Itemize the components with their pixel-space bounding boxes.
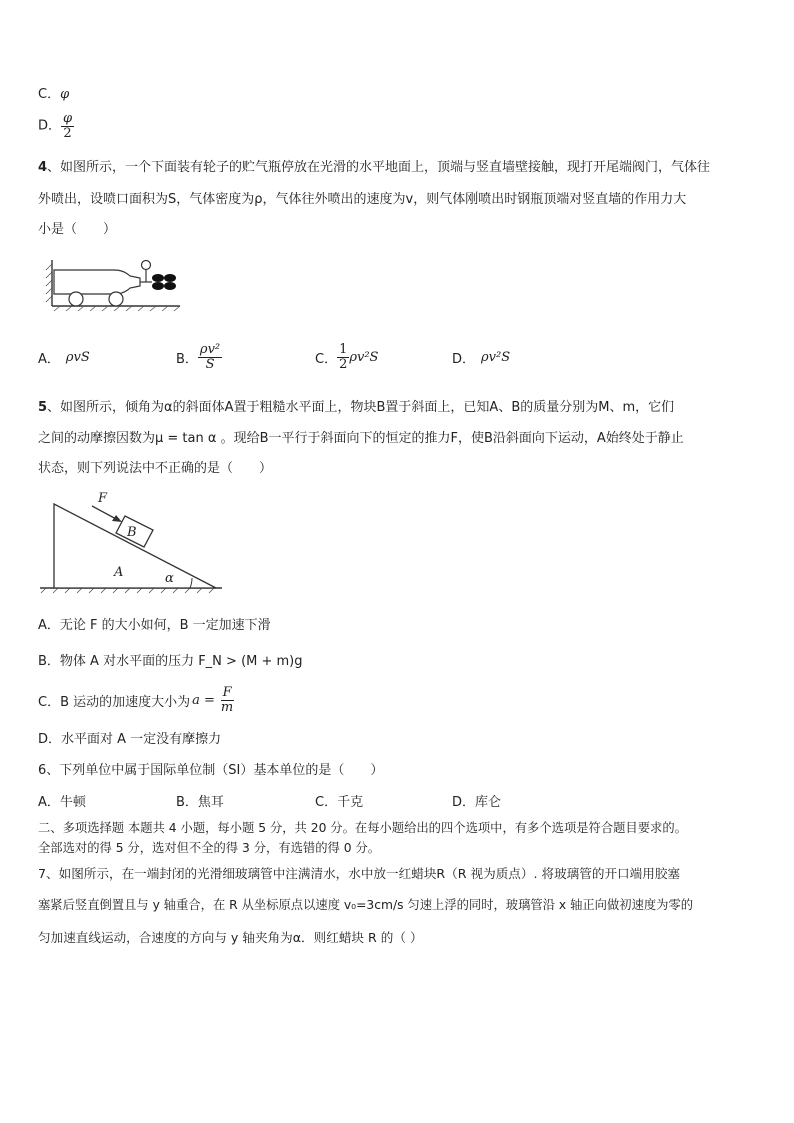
q5-figure-label-f: F	[98, 491, 108, 506]
q7-stem-line-3: 匀加速直线运动，合速度的方向与 y 轴夹角为α．则红蜡块 R 的（ ）	[38, 930, 423, 945]
q4-stem-line-2: 外喷出，设喷口面积为S，气体密度为ρ，气体往外喷出的速度为v，则气体刚喷出时钢瓶顶端对竖直墙的作用力大	[38, 192, 687, 207]
q5-incline-figure	[36, 490, 226, 594]
q4-gas-cylinder-figure	[40, 256, 190, 312]
q5-option-d: D．水平面对 A 一定没有摩擦力	[38, 732, 222, 747]
q5-figure-label-b: B	[127, 525, 137, 540]
q7-stem-line-2: 塞紧后竖直倒置且与 y 轴重合，在 R 从坐标原点以速度 v₀=3cm/s 匀速上浮的同时，玻璃管沿 x 轴正向做初速度为零的	[38, 898, 694, 912]
section2-header-line-1: 二、多项选择题 本题共 4 小题，每小题 5 分，共 20 分。在每小题给出的四个选项中，有多个选项是符合题目要求的。	[38, 821, 687, 835]
q7-stem-line-1: 7、如图所示，在一端封闭的光滑细玻璃管中注满清水，水中放一红蜡块R（R 视为质点）. 将玻璃管的开口端用胶塞	[38, 866, 681, 881]
q6-option-c: C．千克	[315, 795, 364, 810]
q5-option-b: B．物体 A 对水平面的压力 F_N > (M + m)g	[38, 654, 303, 669]
q4-option-d: D． ρv²S	[452, 349, 511, 367]
q5-stem-line-1: 5、如图所示，倾角为α的斜面体A置于粗糙水平面上，物块B置于斜面上，已知A、B的质量分别为M、m，它们	[38, 400, 675, 415]
q4-option-a: A． ρvS	[38, 349, 90, 367]
q6-option-b: B．焦耳	[176, 795, 224, 810]
q5-stem-line-3: 状态，则下列说法中不正确的是（ ）	[38, 461, 273, 476]
q3-option-d: D． $\frac{\varphi}{2}$	[38, 111, 73, 141]
q3-option-c: C．φ	[38, 87, 70, 102]
q6-option-d: D．库仑	[452, 795, 502, 810]
q5-option-a: A．无论 F 的大小如何，B 一定加速下滑	[38, 618, 271, 633]
q5-figure-label-alpha: α	[165, 571, 174, 586]
q4-option-b: B． $\frac{\text{ρv²}}{S}$	[176, 341, 221, 372]
q6-stem: 6、下列单位中属于国际单位制（SI）基本单位的是（ ）	[38, 763, 384, 778]
q4-option-c: C． $\frac{1}{2}$ ρv²S	[315, 341, 379, 372]
q4-option-c-coefficient: $\frac{1}{2}$	[339, 341, 348, 372]
q4-stem-line-1: 4、如图所示，一个下面装有轮子的贮气瓶停放在光滑的水平地面上，顶端与竖直墙壁接触，现打开尾端阀门，气体往	[38, 160, 711, 175]
q5-option-c: C．B 运动的加速度大小为 a = $\frac{F}{m}$	[38, 684, 234, 715]
q3-option-d-fraction: $\frac{\varphi}{2}$	[63, 111, 73, 141]
section2-header-line-2: 全部选对的得 5 分，选对但不全的得 3 分，有选错的得 0 分。	[38, 841, 381, 855]
q5-stem-line-2: 之间的动摩擦因数为μ = tan α 。现给B一平行于斜面向下的恒定的推力F，使B沿斜面向下运动，A始终处于静止	[38, 431, 684, 446]
q5-option-c-fraction: $\frac{F}{m}$	[220, 684, 234, 715]
q5-figure-label-a: A	[114, 565, 124, 580]
q4-option-b-fraction: $\frac{\text{ρv²}}{S}$	[199, 341, 221, 372]
q4-stem-line-3: 小是（ ）	[38, 222, 117, 237]
q6-option-a: A．牛顿	[38, 795, 86, 810]
